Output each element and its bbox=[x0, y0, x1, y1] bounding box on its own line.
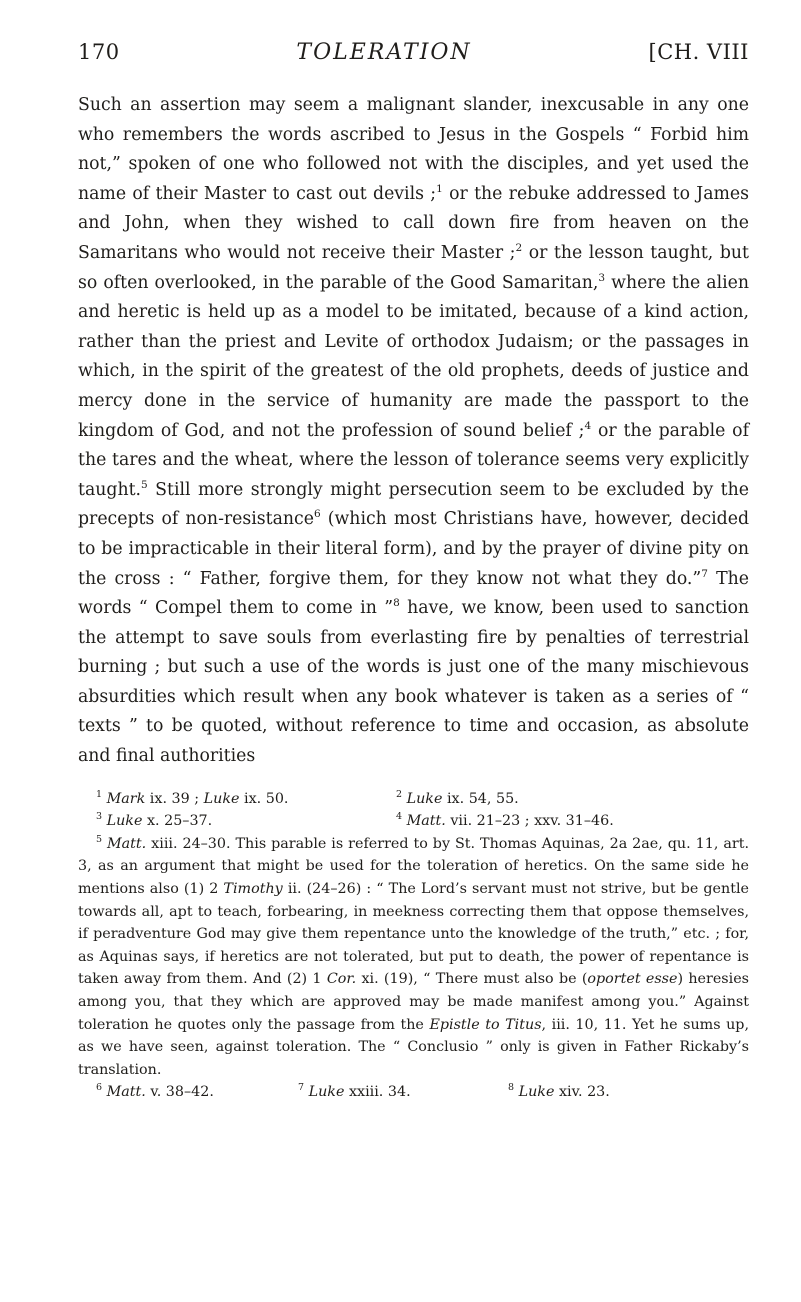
footnote-4 bbox=[378, 810, 614, 833]
footnote-row bbox=[78, 810, 749, 833]
citation: ix. 54, 55. bbox=[442, 790, 519, 807]
text-span: or the lesson taught, but so often overlooked, in the parable of the Good Samaritan, bbox=[78, 242, 749, 293]
text-span: or the rebuke addressed to James and John, when they wished to call down fire from heaven on the Samaritans who would not receive their Master ; bbox=[78, 183, 749, 263]
footnote-ref: 3 bbox=[598, 271, 606, 284]
citation: ix. 50. bbox=[239, 790, 289, 807]
chapter-label: [CH. VIII bbox=[648, 40, 749, 64]
footnote-ref: 4 bbox=[584, 419, 592, 432]
page-number: 170 bbox=[78, 40, 120, 64]
book-name: Mark bbox=[106, 790, 146, 807]
footnote-number: 8 bbox=[508, 1082, 515, 1094]
footnote-ref: 6 bbox=[313, 508, 321, 521]
footnote-number: 7 bbox=[298, 1082, 305, 1094]
footnote-1 bbox=[78, 788, 378, 811]
citation: xxiii. 34. bbox=[344, 1084, 411, 1101]
footnote-text: xi. (19), “ There must also be ( bbox=[356, 971, 588, 988]
book-name: Matt. bbox=[107, 835, 147, 852]
text-span: or the parable of the tares and the wheat, where the lesson of tolerance seems very explicitly taught. bbox=[78, 420, 749, 500]
book-name: Luke bbox=[203, 790, 240, 807]
footnote-2 bbox=[378, 788, 519, 811]
footnote-5 bbox=[78, 833, 749, 1082]
book-name: Epistle to Titus bbox=[429, 1016, 542, 1033]
latin-phrase: oportet esse bbox=[587, 971, 678, 988]
text-span: where the alien and heretic is held up as a model to be imitated, because of a kind action, rather than the priest and Levite of orthodox Judaism; or the passages in which, in the spirit of the greatest of the old prophets, deeds of justice and mercy done in the service of humanity are made the passport to the kingdom of God, and not the profession of sound belief ; bbox=[78, 272, 749, 441]
footnote-ref: 5 bbox=[141, 478, 148, 491]
book-name: Matt. bbox=[406, 813, 446, 830]
footnote-6 bbox=[78, 1081, 280, 1104]
body-paragraph bbox=[78, 91, 749, 772]
book-name: Matt. bbox=[106, 1084, 146, 1101]
text-span: (which most Christians have, however, decided to be impracticable in their literal form), and by the prayer of divine pity on the cross : “ Father, forgive them, for they know not what they do.” bbox=[78, 509, 750, 589]
footnote-ref: 8 bbox=[393, 597, 400, 610]
footnote-row bbox=[78, 788, 749, 811]
footnote-text: , iii. 10, 11. Yet he sums up, as we have seen, against toleration. The “ Conclusio ” only is given in Father Rickaby’s translation. bbox=[78, 1016, 750, 1078]
book-name: Luke bbox=[106, 813, 143, 830]
footnote-number: 4 bbox=[396, 811, 403, 823]
text-span: Such an assertion may seem a malignant slander, inexcusable in any one who remembers the words ascribed to Jesus in the Gospels “ Forbid him not,” spoken of one who followed not with the disciples, and yet used the name of their Master to cast out devils ; bbox=[78, 95, 749, 204]
book-name: Luke bbox=[518, 1084, 555, 1101]
footnote-8 bbox=[490, 1081, 610, 1104]
footnote-number: 1 bbox=[96, 788, 103, 800]
footnote-ref: 7 bbox=[701, 567, 708, 580]
footnotes bbox=[78, 788, 749, 1104]
book-name: Luke bbox=[308, 1084, 345, 1101]
footnote-number: 3 bbox=[96, 811, 103, 823]
text-span: have, we know, been used to sanction the attempt to save souls from everlasting fire by penalties of terrestrial burning ; but such a use of the words is just one of the many mischievous absurdities which result when any book whatever is taken as a series of “ texts ” to be quoted, without reference to time and occasion, as absolute and final authorities bbox=[78, 598, 749, 767]
citation: v. 38–42. bbox=[145, 1084, 214, 1101]
footnote-number: 5 bbox=[96, 834, 103, 846]
text-span: Still more strongly might persecution seem to be excluded by the precepts of non-resistance bbox=[78, 479, 749, 530]
footnote-number: 2 bbox=[396, 788, 403, 800]
citation: vii. 21–23 ; xxv. 31–46. bbox=[445, 813, 614, 830]
text-span: The words “ Compel them to come in ” bbox=[78, 568, 749, 619]
citation: ix. 39 ; bbox=[145, 790, 204, 807]
footnote-ref: 1 bbox=[436, 183, 443, 196]
book-name: Luke bbox=[406, 790, 443, 807]
footnote-ref: 2 bbox=[515, 242, 523, 255]
book-name: Timothy bbox=[223, 881, 283, 898]
footnote-number: 6 bbox=[96, 1082, 103, 1094]
citation: x. 25–37. bbox=[142, 813, 213, 830]
running-header bbox=[78, 40, 749, 65]
book-name: Cor. bbox=[326, 971, 357, 988]
footnote-text: ii. (24–26) : “ The Lord’s servant must not strive, but be gentle towards all, apt to teach, forbearing, in meekness correcting them that oppose themselves, if peradventure God may give them repentance unto the knowledge of the truth,” etc. ; for, as Aquinas says, if heretics are not tolerated, but put to death, the power of repentance is taken away from them. And (2) 1 bbox=[78, 881, 749, 988]
footnote-text: ) heresies among you, that they which are approved may be made manifest among you.” Against toleration he quotes only the passage from the bbox=[78, 971, 750, 1033]
footnote-text: xiii. 24–30. This parable is referred to by St. Thomas Aquinas, 2a 2ae, qu. 11, art. 3, as an argument that might be used for the toleration of heretics. On the same side he mentions also (1) 2 bbox=[78, 835, 749, 898]
footnote-row bbox=[78, 1081, 749, 1104]
citation: xiv. 23. bbox=[554, 1084, 610, 1101]
footnote-3 bbox=[78, 810, 378, 833]
running-title: TOLERATION bbox=[296, 40, 472, 65]
footnote-7 bbox=[280, 1081, 490, 1104]
